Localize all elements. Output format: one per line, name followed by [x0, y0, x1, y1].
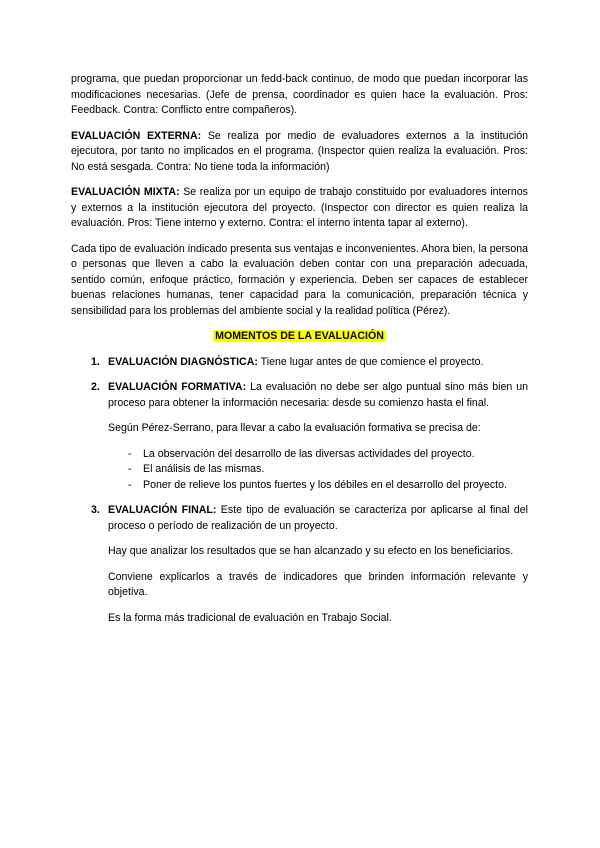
external-evaluation-title: EVALUACIÓN EXTERNA:: [71, 129, 202, 142]
moment-title: EVALUACIÓN DIAGNÓSTICA:: [108, 355, 258, 368]
section-heading-wrap: [71, 329, 528, 345]
dash-bullet: -: [128, 478, 132, 491]
external-evaluation-paragraph: [71, 129, 528, 176]
external-evaluation-body: Se realiza por medio de evaluadores externos a la institución ejecutora, por tanto no implicados en el programa. (Inspector quien realiza la evaluación. Pros: No está sesgada. Contra: No tiene toda la información): [71, 129, 529, 173]
formative-intro-paragraph: Según Pérez-Serrano, para llevar a cabo la evaluación formativa se precisa de:: [108, 422, 481, 434]
mixed-evaluation-paragraph: [71, 185, 528, 232]
moments-list: [71, 355, 528, 627]
moment-number: 1.: [91, 355, 100, 368]
document-page: [71, 72, 528, 636]
moment-body: La evaluación no debe ser algo puntual sino más bien un proceso para obtener la información necesaria: desde su comienzo hasta el final.: [108, 381, 529, 409]
dash-list-item: [108, 447, 528, 463]
moment-title: EVALUACIÓN FORMATIVA:: [108, 381, 247, 393]
moment-body: Este tipo de evaluación se caracteriza por aplicarse al final del proceso o período de realización de un proyecto.: [108, 504, 528, 532]
intro-paragraph: programa, que puedan proporcionar un fedd-back continuo, de modo que puedan incorporar las modificaciones necesarias. (Jefe de prensa, coordinador es quien hace la evaluación. Pros: Feedback. Contra: Conflicto entre compañeros).: [71, 73, 528, 116]
moment-number: 3.: [91, 504, 100, 516]
moment-text: [108, 355, 528, 371]
mixed-evaluation-body: Se realiza por un equipo de trabajo constituido por evaluadores internos y externos a la institución ejecutora del proyecto. (Inspector con director es quien realiza la evaluación. Pros: Tiene interno y externo. Contra: el interno intenta tapar al externo).: [71, 186, 528, 229]
evaluation-types-paragraph: Cada tipo de evaluación indicado presenta sus ventajas e inconvenientes. Ahora bien, la persona o personas que lleven a cabo la evaluación deben contar con una preparación adecuada, sentido común, enfoque práctico, formación y experiencia. Deben ser capaces de establecer buenas relaciones humanas, tener capacidad para la comunicación, preparación técnica y sensibilidad para los problemas del ambiente social y la realidad política (Pérez).: [71, 242, 528, 317]
moment-title: EVALUACIÓN FINAL:: [108, 504, 217, 516]
dash-list-item: [108, 462, 528, 478]
moment-number: 2.: [91, 381, 100, 393]
mixed-evaluation-title: EVALUACIÓN MIXTA:: [71, 186, 180, 198]
moment-item-final: [71, 503, 528, 626]
final-paragraph: Es la forma más tradicional de evaluación en Trabajo Social.: [108, 611, 392, 624]
moment-item-formative: [71, 380, 528, 493]
final-paragraph: Conviene explicarlos a través de indicadores que brinden información relevante y objetiva.: [108, 570, 528, 598]
section-heading: MOMENTOS DE LA EVALUACIÓN: [215, 330, 384, 342]
dash-item-text: Poner de relieve los puntos fuertes y los débiles en el desarrollo del proyecto.: [143, 478, 507, 491]
moment-body: Tiene lugar antes de que comience el proyecto.: [257, 355, 484, 368]
moment-item-diagnostic: [71, 355, 528, 371]
dash-list-item: [108, 478, 528, 494]
formative-dash-list: [108, 447, 528, 494]
moment-text: [108, 503, 528, 534]
dash-bullet: -: [128, 463, 132, 475]
dash-item-text: La observación del desarrollo de las diversas actividades del proyecto.: [143, 447, 475, 460]
dash-bullet: -: [128, 447, 132, 460]
dash-item-text: El análisis de las mismas.: [143, 463, 265, 475]
final-paragraph: Hay que analizar los resultados que se han alcanzado y su efecto en los beneficiarios.: [108, 545, 514, 557]
moment-text: [108, 380, 528, 411]
